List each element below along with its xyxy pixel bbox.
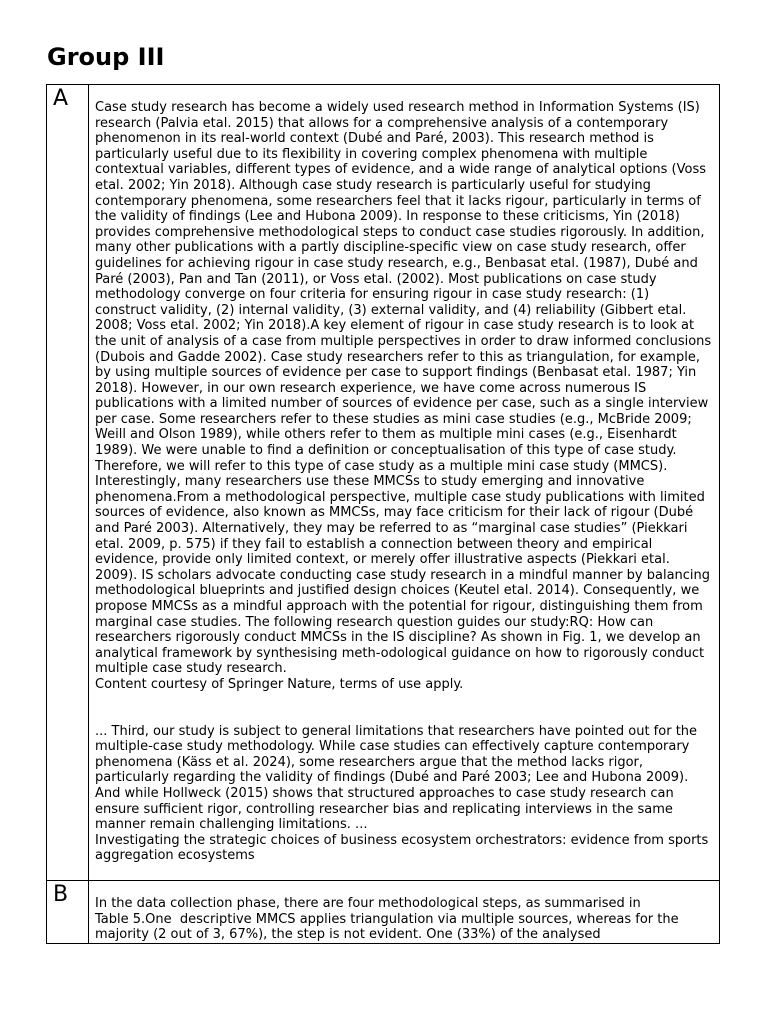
excerpt-cell: [89, 880, 720, 943]
spacer: [95, 693, 713, 724]
excerpt-table: [46, 84, 720, 944]
source-title: Investigating the strategic choices of business ecosystem orchestrators: evidence from sports aggregation ecosystems: [95, 832, 713, 864]
excerpt-paragraph: Case study research has become a widely used research method in Information Systems (IS) research (Palvia etal. 2015) that allows for a comprehensive analysis of a contemporary phenomenon in its real-world context (Dubé and Paré, 2003). This research method is particularly useful due to its flexibility in covering complex phenomena with multiple contextual variables, different types of evidence, and a wide range of analytical options (Voss etal. 2002; Yin 2018). Although case study research is particularly useful for studying contemporary phenomena, some researchers feel that it lacks rigour, particularly in terms of the validity of findings (Lee and Hubona 2009). In response to these criticisms, Yin (2018) provides comprehensive methodological steps to conduct case studies rigorously. In addition, many other publications with a partly discipline-specific view on case study research, offer guidelines for achieving rigour in case study research, e.g., Benbasat etal. (1987), Dubé and Paré (2003), Pan and Tan (2011), or Voss etal. (2002). Most publications on case study methodology converge on four criteria for ensuring rigour in case study research: (1) construct validity, (2) internal validity, (3) external validity, and (4) reliability (Gibbert etal. 2008; Voss etal. 2002; Yin 2018).A key element of rigour in case study research is to look at the unit of analysis of a case from multiple perspectives in order to draw informed conclusions (Dubois and Gadde 2002). Case study researchers refer to this as triangulation, for example, by using multiple sources of evidence per case to support findings (Benbasat etal. 1987; Yin 2018). However, in our own research experience, we have come across numerous IS publications with a limited number of sources of evidence per case, such as a single interview per case. Some researchers refer to these studies as mini case studies (e.g., McBride 2009; Weill and Olson 1989), while others refer to them as multiple mini cases (e.g., Eisenhardt 1989). We were unable to find a definition or conceptualisation of this type of case study. Therefore, we will refer to this type of case study as a multiple mini case study (MMCS). Interestingly, many researchers use these MMCSs to study emerging and innovative phenomena.From a methodological perspective, multiple case study publications with limited sources of evidence, also known as MMCSs, may face criticism for their lack of rigour (Dubé and Paré 2003). Alternatively, they may be referred to as “marginal case studies” (Piekkari etal. 2009, p. 575) if they fail to establish a connection between theory and empirical evidence, provide only limited context, or merely offer illustrative aspects (Piekkari etal. 2009). IS scholars advocate conducting case study research in a mindful manner by balancing methodological blueprints and justified design choices (Keutel etal. 2014). Consequently, we propose MMCSs as a mindful approach with the potential for rigour, distinguishing them from marginal case studies. The following research question guides our study:RQ: How can researchers rigorously conduct MMCSs in the IS discipline? As shown in Fig. 1, we develop an analytical framework by synthesising meth-odological guidance on how to rigorously conduct multiple case study research.: [95, 100, 716, 677]
excerpt-cell: [89, 85, 720, 881]
table-row: [47, 85, 720, 881]
page-title: Group III: [47, 43, 165, 71]
excerpt-paragraph: In the data collection phase, there are four methodological steps, as summarised in Table 5.One descriptive MMCS applies triangulation via multiple sources, whereas for the majority (2 out of 3, 67%), the step is not evident. One (33%) of the analysed: [95, 895, 683, 943]
table-row: [47, 880, 720, 943]
row-letter: A: [47, 85, 89, 881]
excerpt-paragraph: ... Third, our study is subject to general limitations that researchers have pointed out for the multiple-case study methodology. While case studies can effectively capture contemporary phenomena (Käss et al. 2024), some researchers argue that the method lacks rigor, particularly regarding the validity of findings (Dubé and Paré 2003; Lee and Hubona 2009). And while Hollweck (2015) shows that structured approaches to case study research can ensure sufficient rigor, controlling researcher bias and replicating interviews in the same manner remain challenging limitations. ...: [95, 723, 702, 833]
courtesy-note: Content courtesy of Springer Nature, terms of use apply.: [95, 676, 464, 692]
row-letter: B: [47, 880, 89, 943]
